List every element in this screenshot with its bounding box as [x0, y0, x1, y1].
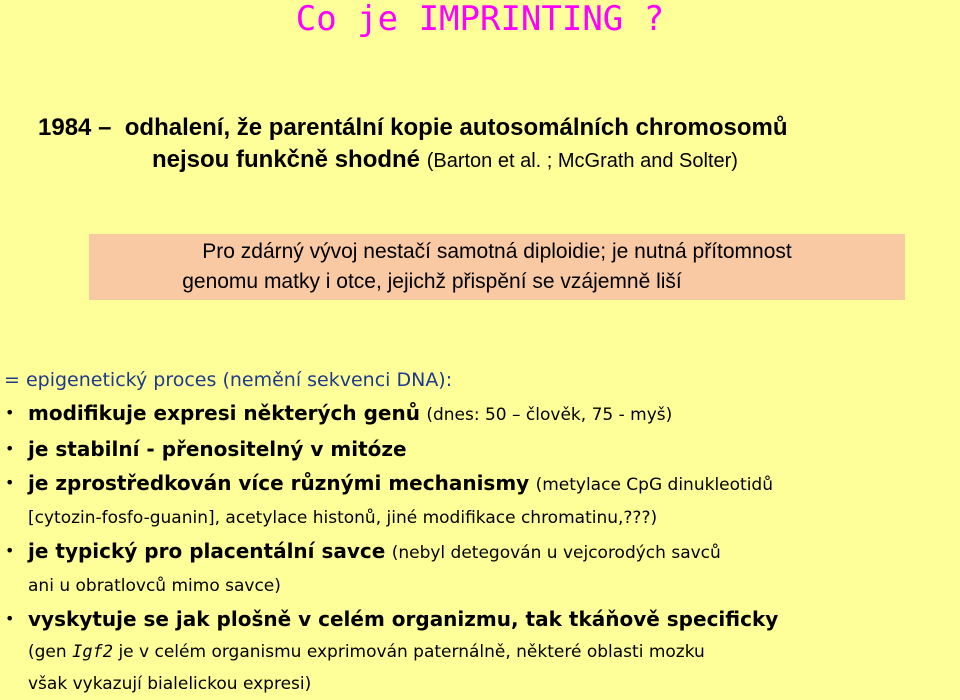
bullet-icon: •	[5, 403, 15, 422]
bullet-4-bold: je typický pro placentální savce	[28, 539, 386, 563]
bullet-3-note: (metylace CpG dinukleotidů	[535, 475, 773, 495]
highlight-line-2: genomu matky i otce, jejichž přispění se vzájemně liší	[182, 270, 682, 293]
intro-year: 1984	[38, 114, 92, 141]
section-heading	[4, 364, 959, 396]
bullet-icon: •	[5, 541, 15, 560]
bullet-4-continuation: ani u obratlovců mimo savce)	[28, 576, 281, 596]
bullet-3-bold: je zprostředkován více různými mechanismy	[28, 471, 530, 495]
bullet-5-continuation	[28, 636, 959, 668]
bullet-icon: •	[5, 473, 15, 492]
bullet-4-note: (nebyl detegován u vejcorodých savců	[391, 543, 721, 563]
intro-paragraph	[38, 112, 938, 177]
bullet-5-cont-b: je v celém organismu exprimován paternálně, některé oblasti mozku	[118, 642, 705, 662]
heading-rest: (nemění sekvenci DNA):	[222, 369, 453, 391]
list-item	[4, 534, 959, 602]
intro-dash: –	[98, 114, 112, 141]
gene-name: Igf2	[72, 642, 114, 662]
bullet-1-note: (dnes: 50 – člověk, 75 - myš)	[426, 405, 673, 425]
epigenetic-section	[4, 364, 959, 700]
highlight-box	[89, 234, 905, 300]
bullet-5-cont-a: (gen	[28, 642, 67, 662]
highlight-line-1: Pro zdárný vývoj nestačí samotná diploidie; je nutná přítomnost	[202, 240, 792, 263]
bullet-5-bold: vyskytuje se jak plošně v celém organizmu, tak tkáňově specificky	[28, 607, 779, 631]
bullet-2-bold: je stabilní - přenositelný v mitóze	[28, 437, 407, 461]
intro-line-2	[38, 144, 938, 177]
bullet-3-continuation: [cytozin-fosfo-guanin], acetylace histonů, jiné modifikace chromatinu,???)	[28, 508, 658, 528]
heading-eq: = epigenetický	[4, 369, 148, 391]
list-item	[4, 602, 959, 700]
bullet-1-bold: modifikuje expresi některých genů	[28, 401, 420, 425]
list-item	[4, 432, 959, 466]
bullet-icon: •	[5, 439, 15, 458]
bullet-5-continuation-2: však vykazují bialelickou expresi)	[28, 674, 312, 694]
heading-proces: proces	[153, 369, 217, 391]
list-item	[4, 396, 959, 432]
bullet-icon: •	[5, 609, 15, 628]
intro-line2-bold: nejsou funkčně shodné	[152, 146, 421, 173]
list-item	[4, 466, 959, 534]
intro-line-1	[38, 112, 938, 144]
intro-line1-text: odhalení, že parentální kopie autosomálních chromosomů	[124, 114, 788, 141]
intro-reference: (Barton et al. ; McGrath and Solter)	[426, 150, 738, 172]
slide-title: Co je IMPRINTING ?	[295, 0, 665, 39]
